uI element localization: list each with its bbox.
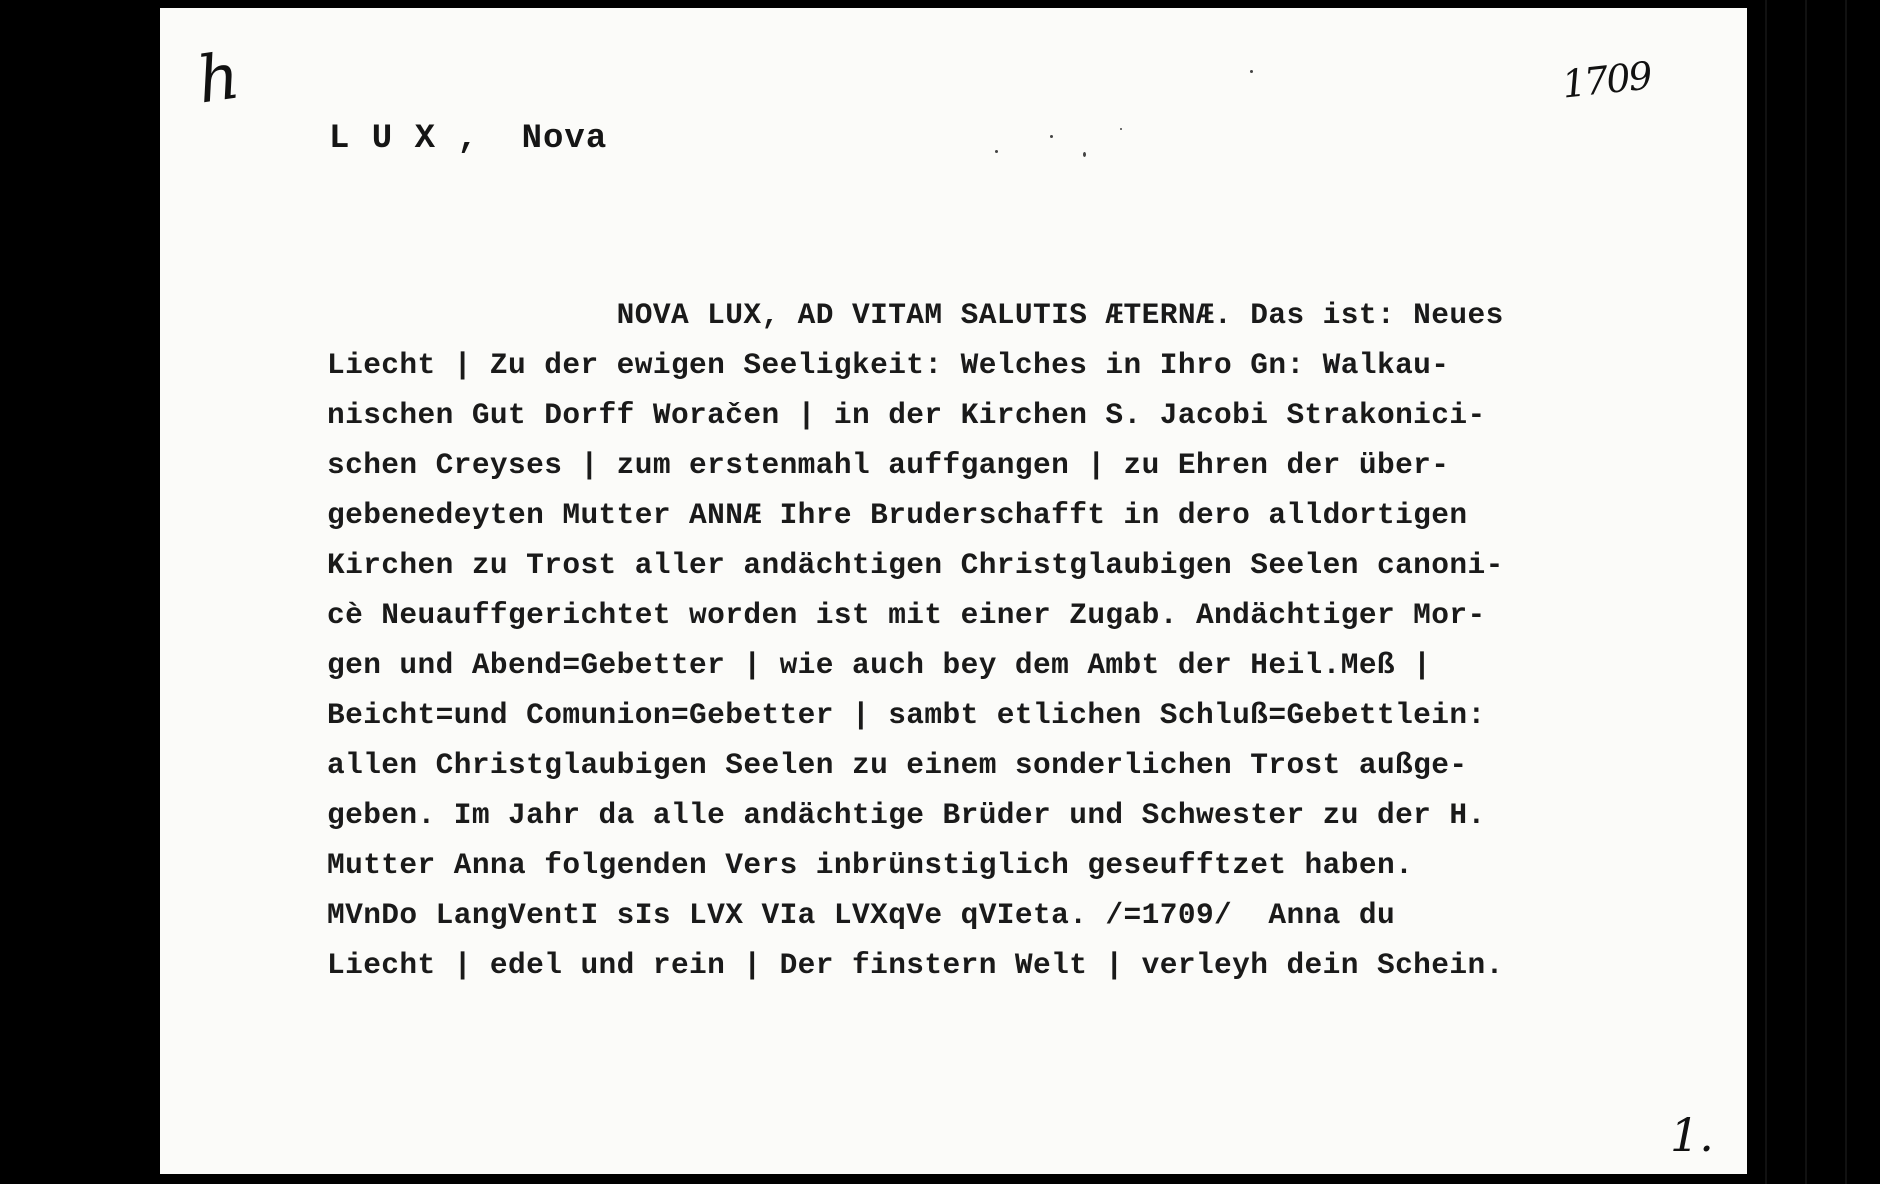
dust-speck: [1120, 128, 1122, 130]
text-line: MVnDo LangVentI sIs LVX VIa LVXqVe qVIeta. /=1709/ Anna du: [327, 898, 1396, 932]
text-line: Beicht=und Comunion=Gebetter | sambt etlichen Schluß=Gebettlein:: [327, 698, 1486, 732]
dust-speck: [995, 150, 998, 153]
text-line: gen und Abend=Gebetter | wie auch bey dem Ambt der Heil.Meß |: [327, 648, 1432, 682]
dust-speck: [1050, 135, 1053, 138]
card-heading: L U X , Nova: [329, 120, 608, 158]
text-line: NOVA LUX, AD VITAM SALUTIS ÆTERNÆ. Das ist: Neues: [327, 298, 1504, 332]
text-line: allen Christglaubigen Seelen zu einem sonderlichen Trost außge-: [327, 748, 1468, 782]
text-line: Liecht | edel und rein | Der finstern Welt | verleyh dein Schein.: [327, 948, 1504, 982]
text-line: cè Neuauffgerichtet worden ist mit einer Zugab. Andächtiger Mor-: [327, 598, 1486, 632]
bibliographic-description: [327, 290, 1627, 990]
dust-speck: [1250, 70, 1253, 73]
handwritten-year-note: 1709: [1559, 53, 1653, 107]
dust-speck: [1083, 152, 1086, 157]
text-line: Mutter Anna folgenden Vers inbrünstiglich geseufftzet haben.: [327, 848, 1414, 882]
text-line: schen Creyses | zum erstenmahl auffgangen | zu Ehren der über-: [327, 448, 1450, 482]
text-line: nischen Gut Dorff Woračen | in der Kirchen S. Jacobi Strakonici-: [327, 398, 1486, 432]
text-line: geben. Im Jahr da alle andächtige Brüder und Schwester zu der H.: [327, 798, 1486, 832]
scan-edge: [1747, 0, 1880, 1184]
text-line: Liecht | Zu der ewigen Seeligkeit: Welches in Ihro Gn: Walkau-: [327, 348, 1450, 382]
text-line: gebenedeyten Mutter ANNÆ Ihre Bruderschafft in dero alldortigen: [327, 498, 1468, 532]
handwritten-page-number: 1.: [1670, 1108, 1714, 1162]
text-line: Kirchen zu Trost aller andächtigen Christglaubigen Seelen canoni-: [327, 548, 1504, 582]
handwritten-corner-mark: h: [193, 39, 245, 119]
